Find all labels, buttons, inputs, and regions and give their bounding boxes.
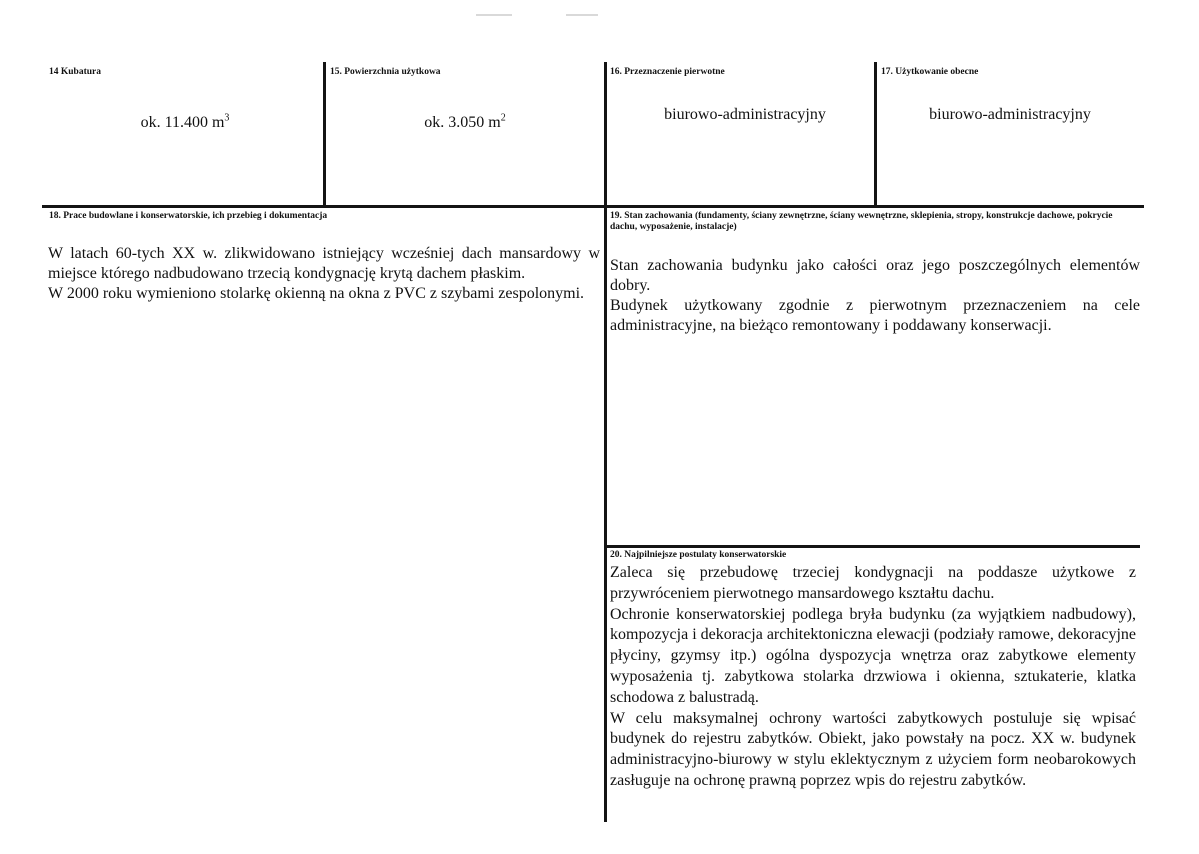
divider-vertical-center [604,62,607,822]
divider-horizontal-right [604,545,1140,548]
field-14-value-text: ok. 11.400 m [140,114,225,131]
field-15-unit-exponent: 2 [500,112,506,124]
field-14-label: 14 Kubatura [49,67,101,77]
field-20-paragraph: W celu maksymalnej ochrony wartości zabytkowych postuluje się wpisać budynek do rejestru zabytków. Obiekt, jako powstały na pocz. XX w. budynek administracyjno-biurowy w stylu eklektycznym z użyciem form neobarokowych zasługuje na ochronę prawną poprzez wpis do rejestru zabytków. [610,709,1136,789]
field-18-paragraph: W 2000 roku wymieniono stolarkę okienną na okna z PVC z szybami zespolonymi. [48,285,585,302]
divider-vertical-3 [874,62,877,206]
field-16-value: biurowo-administracyjny [664,106,826,123]
field-19-text [610,256,1140,336]
field-20-paragraph: Zaleca się przebudowę trzeciej kondygnacji na poddasze użytkowe z przywróceniem pierwotnego mansardowego kształtu dachu. [610,564,1136,602]
field-15-value [385,113,545,133]
field-20-paragraph: Ochronie konserwatorskiej podlega bryła budynku (za wyjątkiem nadbudowy), kompozycja i dekoracja architektoniczna elewacji (podziały ramowe, dekoracyjne płyciny, gzymsy itp.) ogólna dyspozycja wnętrza oraz zabytkowe elementy wyposażenia tj. zabytkowa stolarka drzwiowa i okienna, sztukaterie, klatka schodowa z balustradą. [610,605,1136,706]
scan-artifact [566,14,598,16]
field-18-paragraph: W latach 60-tych XX w. zlikwidowano istniejący wcześniej dach mansardowy w miejsce którego nadbudowano trzecią kondygnację krytą dachem płaskim. [48,245,600,282]
field-19-paragraph: Budynek użytkowany zgodnie z pierwotnym przeznaczeniem na cele administracyjne, na bieżąco remontowany i poddawany konserwacji. [610,297,1140,334]
field-18-text [48,244,600,304]
field-14-unit-exponent: 3 [224,112,230,124]
field-20-text [610,563,1136,792]
field-19-paragraph: Stan zachowania budynku jako całości oraz jego poszczególnych elementów dobry. [610,257,1140,294]
field-17-label: 17. Użytkowanie obecne [881,67,979,77]
field-17-value: biurowo-administracyjny [929,106,1091,123]
divider-horizontal-top [42,205,1144,208]
field-14-value [100,113,270,133]
field-18-label: 18. Prace budowlane i konserwatorskie, ich przebieg i dokumentacja [49,211,328,221]
divider-vertical-1 [323,62,326,206]
scan-artifact [476,14,512,16]
field-20-label: 20. Najpilniejsze postulaty konserwatorskie [610,550,787,560]
field-16-label: 16. Przeznaczenie pierwotne [610,67,725,77]
field-15-label: 15. Powierzchnia użytkowa [330,67,441,77]
field-19-label: 19. Stan zachowania (fundamenty, ściany zewnętrzne, ściany wewnętrzne, sklepienia, stropy, konstrukcje dachowe, pokrycie dachu, wyposażenie, instalacje) [610,211,1113,232]
field-15-value-text: ok. 3.050 m [424,114,501,131]
